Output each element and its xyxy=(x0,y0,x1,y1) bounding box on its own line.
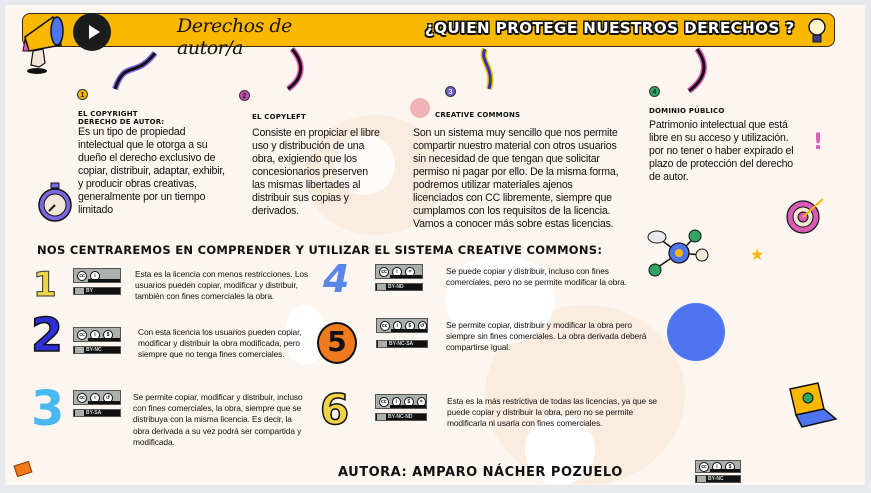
license-description: Con esta licencia los usuarios pueden copiar, modificar y distribuir la obra modificada, pero siempre que no tenga fines comerciales. xyxy=(138,327,302,360)
cc-icon: cc xyxy=(77,330,87,340)
license-number: 1 xyxy=(33,265,57,305)
license-description: Esta es la más restrictiva de todas las licencias, ya que se puede copiar y distribuir la obra, pero no se permite modificarla ni usarla con fines comerciales. xyxy=(447,396,657,429)
section-title xyxy=(78,110,164,126)
section-title-line: DERECHO DE AUTOR: xyxy=(78,118,165,126)
license-number: 2 xyxy=(31,308,64,362)
section-title-line: EL COPYRIGHT xyxy=(78,110,138,118)
footer-cc-license-badge xyxy=(695,460,741,483)
non-commercial-icon: $ xyxy=(405,321,415,331)
non-commercial-icon: $ xyxy=(725,462,735,472)
attribution-icon: i xyxy=(90,393,100,403)
lightbulb-icon xyxy=(805,15,829,47)
envelope-icon xyxy=(14,461,33,477)
attribution-icon: i xyxy=(90,271,100,281)
no-derivatives-icon: = xyxy=(405,267,415,277)
cc-icon: cc xyxy=(77,393,87,403)
cc-icon: cc xyxy=(379,267,389,277)
stopwatch-icon xyxy=(35,177,75,225)
header-question: ¿QUIEN PROTEGE NUESTROS DERECHOS ? xyxy=(425,19,795,37)
license-number: 3 xyxy=(31,381,65,437)
share-alike-icon: ↺ xyxy=(103,393,113,403)
section-body-creative-commons: Son un sistema muy sencillo que nos permite compartir nuestro material con otros usuarios sin necesidad de que tengan que solicitar permiso ni pagar por ello. De la misma forma, podremos utilizar materiales ajenos licenciados con CC libremente, siempre que cumplamos con los requisitos de la licencia. Vamos a conocer más sobre estas licencias. xyxy=(413,127,619,230)
curly-arrow-icon xyxy=(105,49,165,99)
section-number-badge: 2 xyxy=(239,90,250,101)
header-script-title: Derechos de autor/a xyxy=(177,15,292,59)
attribution-icon: i xyxy=(392,397,402,407)
attribution-icon: i xyxy=(712,462,722,472)
license-description: Se puede copiar y distribuir, incluso con fines comerciales, pero no se permite modificar la obra. xyxy=(446,266,627,288)
cc-license-badge-by-nd xyxy=(375,264,423,291)
arrow-down-icon xyxy=(280,47,310,95)
link-icon xyxy=(410,98,430,118)
license-code: BY-NC xyxy=(708,476,724,482)
license-code: BY-NC xyxy=(86,347,102,353)
section-number-badge: 1 xyxy=(77,89,88,100)
attribution-icon: i xyxy=(393,321,403,331)
megaphone-icon xyxy=(17,9,77,77)
cc-license-badge-by xyxy=(73,268,121,295)
blue-circle-decoration xyxy=(667,303,725,361)
cc-icon: cc xyxy=(77,271,87,281)
section-body-copyleft: Consiste en propiciar el libre uso y distribución de una obra, exigiendo que los concesionarios preserven las mismas libertades al distribuir sus copias y derivados. xyxy=(252,127,380,217)
arrow-down-icon xyxy=(477,47,505,97)
cc-icon: cc xyxy=(699,462,709,472)
license-code: BY-NC-SA xyxy=(389,341,414,347)
license-number: 4 xyxy=(323,257,350,301)
non-commercial-icon: $ xyxy=(103,330,113,340)
cc-icon: cc xyxy=(381,322,388,329)
license-description: Se permite copiar, modificar y distribuir, incluso con fines comerciales, la obra, siempre que se distribuya con la misma licencia. Es decir, la obra derivada a su vez podrá ser compartida y modificada. xyxy=(133,392,303,447)
laptop-icon xyxy=(780,381,840,437)
license-description: Esta es la licencia con menos restricciones. Los usuarios pueden copiar, modificar y distribuir, también con fines comerciales la obra. xyxy=(135,269,309,302)
section-body-dominio-publico: Patrimonio intelectual que está libre en su acceso y utilización. por no tener o haber expirado el plazo de protección del derecho de autor. xyxy=(649,119,794,183)
share-alike-icon: ↺ xyxy=(418,321,428,331)
author-credit: AUTORA: AMPARO NÁCHER POZUELO xyxy=(338,465,623,480)
section-title: EL COPYLEFT xyxy=(252,113,306,121)
arrow-down-icon xyxy=(683,47,713,97)
section-title: CREATIVE COMMONS xyxy=(435,111,521,119)
license-number: 5 xyxy=(327,325,347,358)
target-icon xyxy=(781,193,829,235)
license-description: Se permite copiar, distribuir y modificar la obra pero siempre sin fines comerciales. La obra derivada deberá compartirse igual. xyxy=(446,320,647,353)
license-code: BY-NC-ND xyxy=(388,414,413,420)
cc-license-badge-by-nc xyxy=(73,327,121,354)
section-title: DOMINIO PÚBLICO xyxy=(649,107,725,115)
creative-commons-subheading: NOS CENTRAREMOS EN COMPRENDER Y UTILIZAR EL SISTEMA CREATIVE COMMONS: xyxy=(37,243,603,257)
license-code: BY-SA xyxy=(86,410,102,416)
cc-license-badge-by-nc-sa xyxy=(376,318,428,348)
attribution-icon: i xyxy=(392,267,402,277)
license-code: BY-ND xyxy=(388,284,404,290)
cc-license-badge-by-nc-nd xyxy=(375,394,427,421)
section-number-badge: 4 xyxy=(649,86,660,97)
attribution-icon: i xyxy=(90,330,100,340)
license-code: BY xyxy=(86,288,93,294)
non-commercial-icon: $ xyxy=(404,397,414,407)
cc-license-badge-by-sa xyxy=(73,390,121,417)
infographic-slide xyxy=(5,5,865,485)
no-derivatives-icon: = xyxy=(417,397,427,407)
section-body-copyright: Es un tipo de propiedad intelectual que le otorga a su dueño el derecho exclusivo de copiar, distribuir, adaptar, exhibir, y producir obras creativas, generalmente por un tiempo limitado xyxy=(78,126,225,216)
play-button[interactable] xyxy=(73,13,111,51)
star-icon: ★ xyxy=(750,247,765,264)
section-number-badge: 3 xyxy=(445,86,456,97)
license-number: 6 xyxy=(320,385,350,434)
exclamation-icon: ! xyxy=(813,130,824,155)
cc-icon: cc xyxy=(380,398,387,405)
